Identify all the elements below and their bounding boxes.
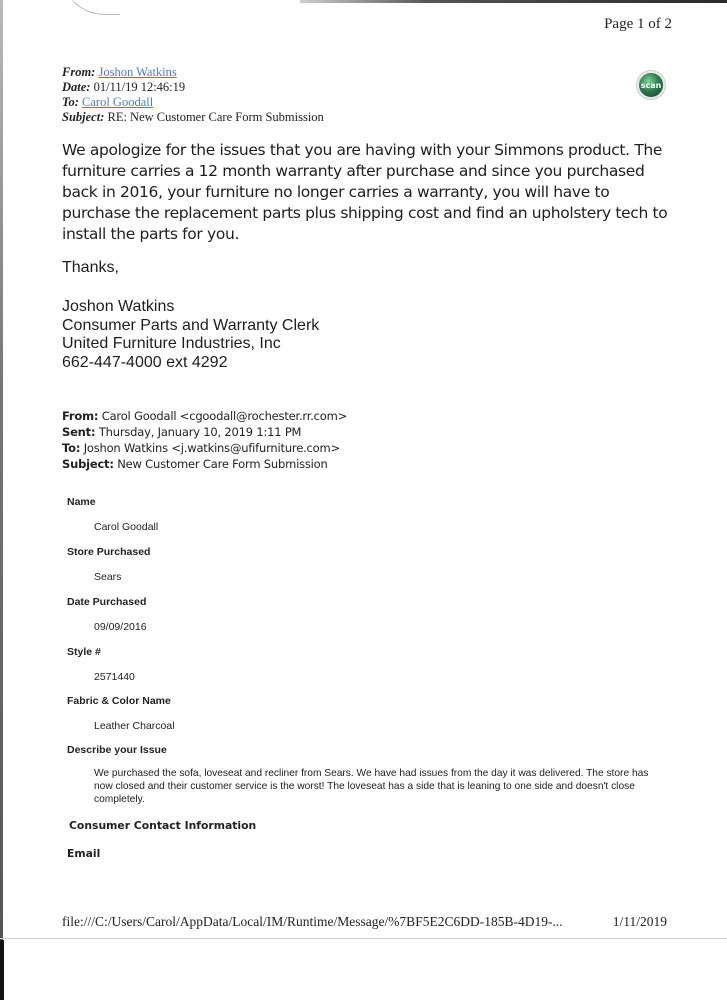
- signature-name: Joshon Watkins: [62, 298, 175, 315]
- reply-from-row: [62, 65, 324, 80]
- field-label-store: Store Purchased: [67, 546, 151, 558]
- closing-text: Thanks,: [62, 259, 119, 276]
- reply-body-text: We apologize for the issues that you are having with your Simmons product. The furniture carries a 12 month warranty after purchase and since you purchased back in 2016, your furniture no longer carries a warranty, you will have to purchase the replacement parts plus shipping cost and find an upholstery tech to install the parts for you.: [62, 141, 668, 243]
- signature-company: United Furniture Industries, Inc: [62, 335, 281, 352]
- scan-left-edge-bottom: [0, 940, 4, 1000]
- original-to-value: Joshon Watkins <j.watkins@ufifurniture.com>: [83, 441, 340, 455]
- field-value-name: Carol Goodall: [94, 521, 159, 533]
- original-from-value: Carol Goodall <cgoodall@rochester.rr.com>: [101, 409, 348, 423]
- subject-value: RE: New Customer Care Form Submission: [107, 110, 324, 124]
- original-from-label: From:: [62, 409, 99, 423]
- page-indicator: Page 1 of 2: [604, 16, 672, 32]
- footer-file-path: file:///C:/Users/Carol/AppData/Local/IM/Runtime/Message/%7BF5E2C6DD-185B-4D19-...: [62, 914, 563, 929]
- field-value-style: 2571440: [94, 671, 135, 683]
- field-label-email: Email: [67, 847, 101, 860]
- page-bottom-edge: [0, 938, 727, 939]
- date-value: 01/11/19 12:46:19: [93, 80, 186, 94]
- signature-title: Consumer Parts and Warranty Clerk: [62, 316, 320, 334]
- reply-date-row: [62, 80, 324, 95]
- original-email-header: [62, 408, 347, 472]
- to-recipient-link[interactable]: Carol Goodall: [82, 95, 154, 109]
- from-label: From:: [62, 65, 96, 79]
- original-to-row: [62, 440, 347, 456]
- field-label-date-purchased: Date Purchased: [67, 596, 147, 608]
- scan-left-edge: [0, 0, 3, 940]
- to-label: To:: [62, 95, 79, 109]
- reply-to-row: [62, 95, 324, 110]
- original-sent-label: Sent:: [62, 425, 96, 439]
- original-sent-row: [62, 424, 347, 440]
- field-value-issue: We purchased the sofa, loveseat and recliner from Sears. We have had issues from the day it was delivered. The store has now closed and their customer service is the worst! The loveseat has a side that is leaning to one side and doesn't close completely.: [94, 768, 649, 805]
- field-label-issue: Describe your Issue: [67, 744, 167, 756]
- from-sender-link[interactable]: Joshon Watkins: [98, 65, 177, 79]
- footer-print-date: 1/11/2019: [612, 914, 667, 929]
- field-value-fabric-color: Leather Charcoal: [94, 720, 175, 732]
- reply-subject-row: [62, 110, 324, 125]
- original-subject-value: New Customer Care Form Submission: [117, 457, 328, 471]
- signature-block: [62, 298, 319, 372]
- scan-app-icon-text: scan: [640, 81, 662, 90]
- field-label-fabric-color: Fabric & Color Name: [67, 695, 171, 707]
- subject-label: Subject:: [62, 110, 105, 124]
- original-sent-value: Thursday, January 10, 2019 1:11 PM: [98, 425, 302, 439]
- scan-app-icon: [637, 71, 665, 99]
- field-value-date-purchased: 09/09/2016: [94, 621, 147, 633]
- reply-email-header: [62, 65, 324, 125]
- original-subject-row: [62, 456, 347, 472]
- original-from-row: [62, 408, 347, 424]
- field-value-store: Sears: [94, 571, 122, 583]
- field-label-name: Name: [67, 496, 96, 508]
- original-to-label: To:: [62, 441, 81, 455]
- section-heading-contact: Consumer Contact Information: [69, 819, 257, 832]
- original-subject-label: Subject:: [62, 457, 114, 471]
- field-label-style: Style #: [67, 646, 101, 658]
- signature-phone: 662-447-4000 ext 4292: [62, 353, 228, 371]
- date-label: Date:: [62, 80, 91, 94]
